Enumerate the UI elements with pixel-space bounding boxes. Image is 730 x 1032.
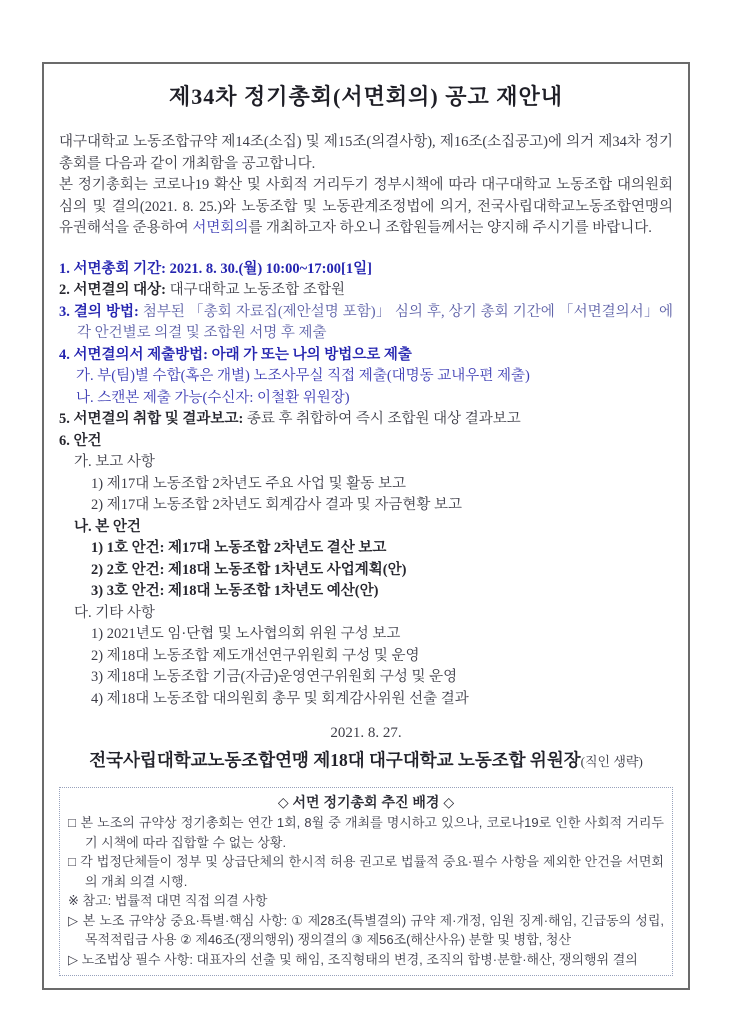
item-4-text: 아래 가 또는 나의 방법으로 제출 — [211, 346, 412, 363]
background-detail-2-text: 노조법상 필수 사항: 대표자의 선출 및 해임, 조직형태의 변경, 조직의 합병·분할·해산, 쟁의행위 결의 — [81, 951, 638, 967]
list-item-3 — [59, 302, 673, 345]
agenda-a-item-1: 1) 제17대 노동조합 2차년도 주요 사업 및 활동 보고 — [91, 475, 406, 492]
submit-method-b: 나. 스캔본 제출 가능(수신자: 이철환 위원장) — [76, 389, 350, 406]
signature-title: 전국사립대학교노동조합연맹 제18대 대구대학교 노동조합 위원장 — [89, 750, 581, 770]
item-5-label: 5. 서면결의 취합 및 결과보고: — [59, 411, 244, 427]
list-item-4 — [59, 345, 673, 367]
background-note — [68, 891, 664, 911]
background-box-title: ◇ 서면 정기총회 추진 배경 ◇ — [277, 794, 455, 810]
background-bullet-1-text: 본 노조의 규약상 정기총회는 연간 1회, 8월 중 개최를 명시하고 있으나, 코로나19로 인한 사회적 거리두기 시책에 따라 집합할 수 없는 상황. — [80, 815, 664, 850]
item-3-text: 첨부된 「총회 자료집(제안설명 포함)」 심의 후, 상기 총회 기간에 「서면결의서」에 각 안건별로 의결 및 조합원 서명 후 제출 — [77, 303, 673, 341]
list-item-5 — [59, 409, 673, 431]
triangle-bullet-icon: ▷ — [68, 951, 78, 967]
reference-mark-icon: ※ — [68, 893, 79, 908]
agenda-section-a-title: 가. 보고 사항 — [74, 454, 155, 470]
agenda-section-b-title: 나. 본 안건 — [74, 518, 141, 535]
square-bullet-icon: □ — [68, 854, 77, 869]
intro2-text-pre: 본 정기총회는 코로나19 확산 및 사회적 거리두기 정부시책에 따라 대구대학교 노동조합 대의원회 심의 및 결의(2021. 8. 25.)와 노동조합 및 노동관계조정법에 의거, 전국사립대학교노동조합연맹의 유권해석을 준용하여 — [59, 177, 673, 236]
background-bullet-2-text: 각 법정단체들이 정부 및 상급단체의 한시적 허용 권고로 법률적 중요·필수 사항을 제외한 안건을 서면회의 개최 의결 시행. — [80, 854, 664, 889]
item-1-text: 2021. 8. 30.(월) 10:00~17:00[1일] — [169, 260, 372, 277]
background-bullet-2 — [68, 852, 664, 891]
item-5-text: 종료 후 취합하여 즉시 조합원 대상 결과보고 — [246, 411, 521, 427]
item-2-label: 2. 서면결의 대상: — [59, 282, 166, 298]
intro-paragraph-1: 대구대학교 노동조합규약 제14조(소집) 및 제15조(의결사항), 제16조(소집공고)에 의거 제34차 정기총회를 다음과 같이 개최함을 공고합니다. — [59, 134, 673, 172]
intro-paragraph-2 — [59, 175, 673, 240]
item-1-label: 1. 서면총회 기간: — [59, 260, 166, 277]
agenda-b-item-3: 3) 3호 안건: 제18대 노동조합 1차년도 예산(안) — [91, 583, 379, 599]
spacer — [59, 240, 673, 259]
agenda-section-c-title: 다. 기타 사항 — [74, 604, 155, 621]
background-info-box — [59, 787, 673, 976]
background-detail-1 — [68, 911, 664, 950]
agenda-b-item-1: 1) 1호 안건: 제17대 노동조합 2차년도 결산 보고 — [91, 540, 387, 556]
written-meeting-emphasis: 서면회의 — [192, 220, 249, 236]
background-detail-1-text: 본 노조 규약상 중요·특별·핵심 사항: ① 제28조(특별결의) 규약 제·개정, 임원 징계·해임, 긴급동의 성립, 목적적립금 사용 ② 제46조(쟁의행위) 쟁의결의 ③ 제56조(해산사유) 분할 및 병합, 청산 — [82, 912, 664, 947]
list-item-6 — [59, 431, 673, 453]
agenda-a-item-2: 2) 제17대 노동조합 2차년도 회계감사 결과 및 자금현황 보고 — [91, 497, 462, 513]
item-2-text: 대구대학교 노동조합 조합원 — [169, 282, 345, 298]
background-detail-2 — [68, 950, 664, 970]
item-3-label: 3. 결의 방법: — [59, 303, 139, 320]
square-bullet-icon: □ — [68, 815, 77, 830]
agenda-b-item-2: 2) 2호 안건: 제18대 노동조합 1차년도 사업계획(안) — [91, 561, 407, 578]
announcement-date: 2021. 8. 27. — [330, 725, 402, 741]
seal-omitted-note: (직인 생략) — [580, 754, 643, 769]
intro2-text-post: 를 개최하고자 하오니 조합원들께서는 양지해 주시기를 바랍니다. — [248, 220, 652, 236]
signature-line — [59, 747, 673, 775]
item-4-label: 4. 서면결의서 제출방법: — [59, 346, 209, 363]
page-title: 제34차 정기총회(서면회의) 공고 재안내 — [169, 84, 563, 109]
agenda-c-item-3: 3) 제18대 노동조합 기금(자금)운영연구위원회 구성 및 운영 — [91, 669, 458, 685]
document-page-border — [42, 62, 690, 990]
agenda-c-item-2: 2) 제18대 노동조합 제도개선연구위원회 구성 및 운영 — [91, 647, 420, 664]
list-item-2 — [59, 280, 673, 302]
agenda-c-item-1: 1) 2021년도 임·단협 및 노사협의회 위원 구성 보고 — [91, 626, 401, 642]
triangle-bullet-icon: ▷ — [68, 912, 79, 928]
background-note-text: 참고: 법률적 대면 직접 의결 사항 — [82, 893, 268, 908]
agenda-c-item-4: 4) 제18대 노동조합 대의원회 총무 및 회계감사위원 선출 결과 — [91, 690, 469, 707]
item-6-label: 6. 안건 — [59, 432, 102, 449]
background-bullet-1 — [68, 813, 664, 852]
submit-method-a: 가. 부(팀)별 수합(혹은 개별) 노조사무실 직접 제출(대명동 교내우편 제출) — [76, 368, 530, 384]
list-item-1 — [59, 259, 673, 281]
